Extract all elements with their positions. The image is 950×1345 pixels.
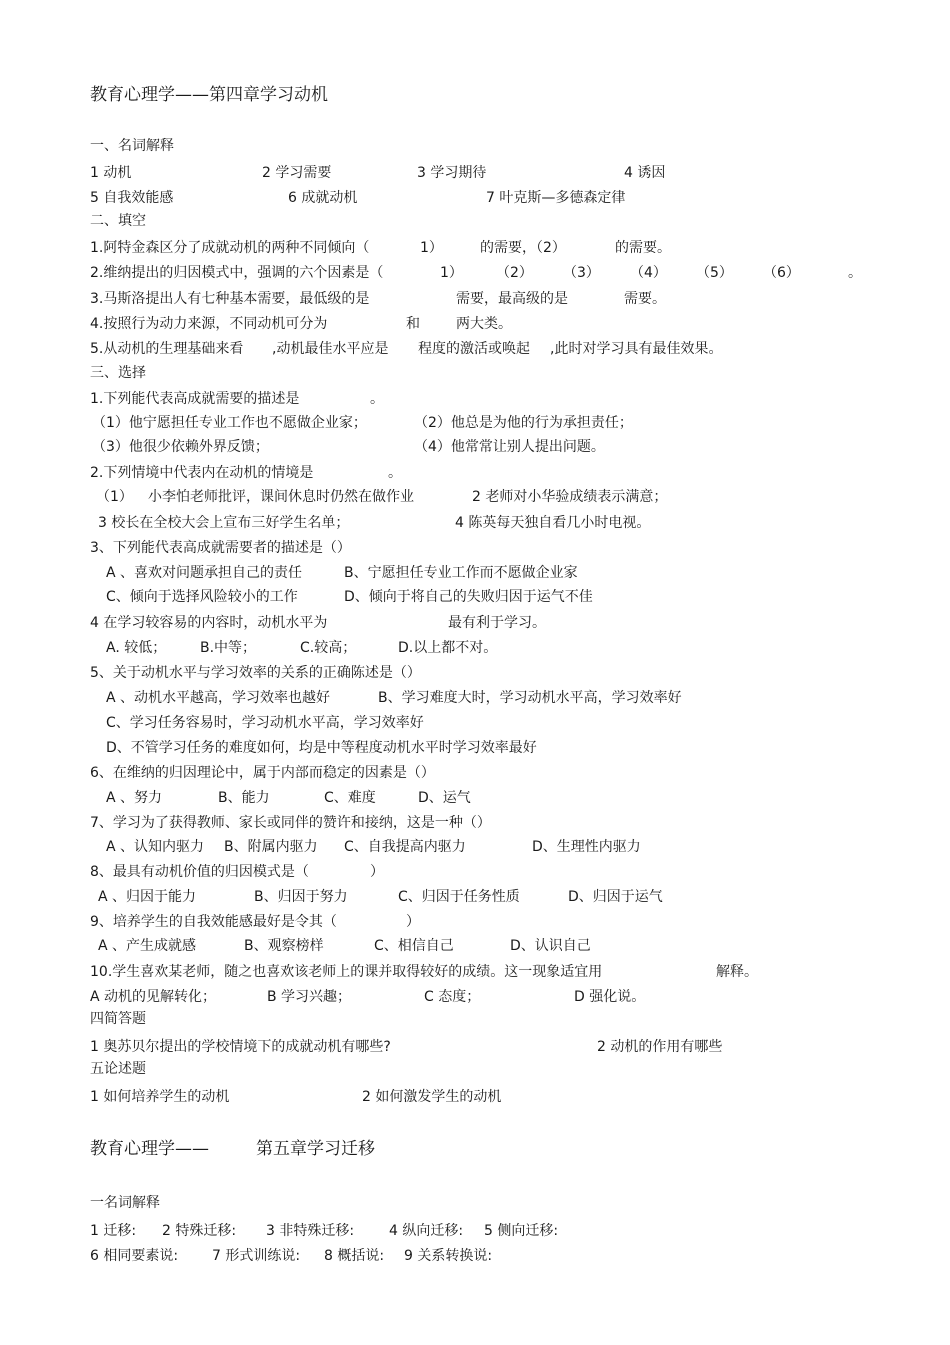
short-answer-question: 2 动机的作用有哪些 (597, 1039, 723, 1055)
choice-question-10-end: 解释。 (716, 964, 758, 980)
choice-option: A 、产生成就感 (98, 938, 197, 954)
section-heading-choice: 三、选择 (90, 365, 146, 381)
term-item: 4 纵向迁移: (389, 1223, 464, 1239)
fill-blank-label: （2） (496, 265, 533, 281)
fill-question-4-end: 两大类。 (456, 316, 512, 332)
term-item: 7 叶克斯—多德森定律 (486, 190, 626, 206)
term-item: 3 学习期待 (417, 165, 487, 181)
term-item: 2 学习需要 (262, 165, 332, 181)
essay-question: 2 如何激发学生的动机 (362, 1089, 502, 1105)
term-item: 1 动机 (90, 165, 132, 181)
choice-question-5: 5、关于动机水平与学习效率的关系的正确陈述是（） (90, 665, 421, 681)
choice-question-6: 6、在维纳的归因理论中，属于内部而稳定的因素是（） (90, 765, 435, 781)
choice-option: C 态度； (424, 989, 481, 1005)
choice-option: A 、喜欢对问题承担自己的责任 (106, 565, 303, 581)
section-heading-fill: 二、填空 (90, 213, 146, 229)
choice-option: C、归因于任务性质 (398, 889, 520, 905)
choice-option: B、能力 (218, 790, 270, 806)
choice-option: A. 较低； (106, 640, 167, 656)
choice-option: D、认识自己 (510, 938, 591, 954)
fill-question-3-part: 需要，最高级的是 (456, 291, 568, 307)
fill-question-2-end: 。 (848, 265, 862, 281)
choice-question-3: 3、下列能代表高成就需要者的描述是（） (90, 540, 351, 556)
term-item: 8 概括说: (324, 1248, 385, 1264)
choice-option: B、附属内驱力 (224, 839, 318, 855)
term-item: 4 诱因 (624, 165, 666, 181)
term-item: 5 自我效能感 (90, 190, 174, 206)
fill-question-5: 5.从动机的生理基础来看 (90, 341, 244, 357)
choice-option: （3）他很少依赖外界反馈； (92, 439, 269, 455)
fill-question-2: 2.维纳提出的归因模式中，强调的六个因素是（ (90, 265, 384, 281)
choice-question-8: 8、最具有动机价值的归因模式是（ (90, 864, 309, 880)
choice-option: B 学习兴趣； (267, 989, 352, 1005)
fill-question-5-end: ,此时对学习具有最佳效果。 (550, 341, 723, 357)
choice-question-7: 7、学习为了获得教师、家长或同伴的赞许和接纳，这是一种（） (90, 815, 491, 831)
fill-question-1: 1.阿特金森区分了成就动机的两种不同倾向（ (90, 240, 370, 256)
choice-option: A 、动机水平越高，学习效率也越好 (106, 690, 331, 706)
choice-question-2-end: 。 (388, 465, 402, 481)
choice-option: B、学习难度大时，学习动机水平高，学习效率好 (378, 690, 682, 706)
fill-question-4-part: 和 (406, 316, 420, 332)
choice-option: D、运气 (418, 790, 471, 806)
choice-option: D、生理性内驱力 (532, 839, 641, 855)
choice-question-2: 2.下列情境中代表内在动机的情境是 (90, 465, 314, 481)
fill-question-1-end: 的需要。 (615, 240, 671, 256)
choice-option: B、观察榜样 (244, 938, 324, 954)
term-item: 6 成就动机 (288, 190, 358, 206)
fill-blank-label: 1） (440, 265, 463, 281)
choice-option: A 、认知内驱力 (106, 839, 205, 855)
section-heading-essay: 五论述题 (90, 1061, 146, 1077)
choice-option: 小李怕老师批评，课间休息时仍然在做作业 (148, 489, 414, 505)
choice-option: C、倾向于选择风险较小的工作 (106, 589, 298, 605)
choice-option: C.较高； (300, 640, 357, 656)
term-item: 1 迁移: (90, 1223, 137, 1239)
choice-option: A 动机的见解转化； (90, 989, 217, 1005)
choice-question-1-end: 。 (370, 391, 384, 407)
choice-question-8-end: ） (370, 864, 384, 880)
fill-blank-label: （3） (563, 265, 600, 281)
choice-option: C、学习任务容易时，学习动机水平高，学习效率好 (106, 715, 424, 731)
choice-option: 3 校长在全校大会上宣布三好学生名单； (98, 515, 350, 531)
fill-blank-label: （5） (696, 265, 733, 281)
fill-question-5-part: 程度的激活或唤起 (418, 341, 530, 357)
choice-option: （1） (96, 489, 133, 505)
term-item: 2 特殊迁移: (162, 1223, 237, 1239)
fill-question-1-part: 的需要，（2） (480, 240, 566, 256)
choice-option: B、归因于努力 (254, 889, 348, 905)
choice-option: B、宁愿担任专业工作而不愿做企业家 (344, 565, 578, 581)
term-item: 9 关系转换说: (404, 1248, 493, 1264)
choice-option: C、难度 (324, 790, 376, 806)
fill-question-3-end: 需要。 (624, 291, 666, 307)
choice-option: A 、努力 (106, 790, 163, 806)
choice-option: D 强化说。 (574, 989, 646, 1005)
choice-option: D、不管学习任务的难度如何，均是中等程度动机水平时学习效率最好 (106, 740, 537, 756)
choice-question-1: 1.下列能代表高成就需要的描述是 (90, 391, 300, 407)
choice-option: C、相信自己 (374, 938, 454, 954)
term-item: 3 非特殊迁移: (266, 1223, 355, 1239)
choice-option: （4）他常常让别人提出问题。 (414, 439, 605, 455)
choice-option: 4 陈英每天独自看几小时电视。 (455, 515, 651, 531)
fill-blank-label: 1） (420, 240, 443, 256)
choice-question-4: 4 在学习较容易的内容时，动机水平为 (90, 615, 328, 631)
choice-option: A 、归因于能力 (98, 889, 197, 905)
term-item: 5 侧向迁移: (484, 1223, 559, 1239)
fill-blank-label: （4） (630, 265, 667, 281)
short-answer-question: 1 奥苏贝尔提出的学校情境下的成就动机有哪些? (90, 1039, 391, 1055)
choice-option: D、倾向于将自己的失败归因于运气不佳 (344, 589, 593, 605)
chapter-5-title-name: 第五章学习迁移 (256, 1139, 375, 1159)
term-item: 6 相同要素说: (90, 1248, 179, 1264)
choice-option: D、归因于运气 (568, 889, 663, 905)
choice-option: （2）他总是为他的行为承担责任； (414, 415, 633, 431)
choice-question-10: 10.学生喜欢某老师，随之也喜欢该老师上的课并取得较好的成绩。这一现象适宜用 (90, 964, 603, 980)
choice-question-9-end: ） (406, 914, 420, 930)
choice-option: （1）他宁愿担任专业工作也不愿做企业家； (92, 415, 367, 431)
choice-question-4-end: 最有利于学习。 (448, 615, 546, 631)
term-item: 7 形式训练说: (212, 1248, 301, 1264)
choice-option: C、自我提高内驱力 (344, 839, 466, 855)
chapter-5-title: 教育心理学—— (90, 1139, 209, 1159)
section-heading-short-answer: 四简答题 (90, 1011, 146, 1027)
chapter-4-title: 教育心理学——第四章学习动机 (90, 85, 328, 105)
fill-question-5-part: ,动机最佳水平应是 (272, 341, 389, 357)
section-heading-terms: 一名词解释 (90, 1195, 160, 1211)
fill-blank-label: （6） (763, 265, 800, 281)
choice-option: B.中等； (200, 640, 257, 656)
section-heading-terms: 一、名词解释 (90, 138, 174, 154)
essay-question: 1 如何培养学生的动机 (90, 1089, 230, 1105)
fill-question-3: 3.马斯洛提出人有七种基本需要，最低级的是 (90, 291, 370, 307)
choice-option: D.以上都不对。 (398, 640, 498, 656)
choice-question-9: 9、培养学生的自我效能感最好是令其（ (90, 914, 337, 930)
fill-question-4: 4.按照行为动力来源，不同动机可分为 (90, 316, 328, 332)
choice-option: 2 老师对小华验成绩表示满意； (472, 489, 668, 505)
